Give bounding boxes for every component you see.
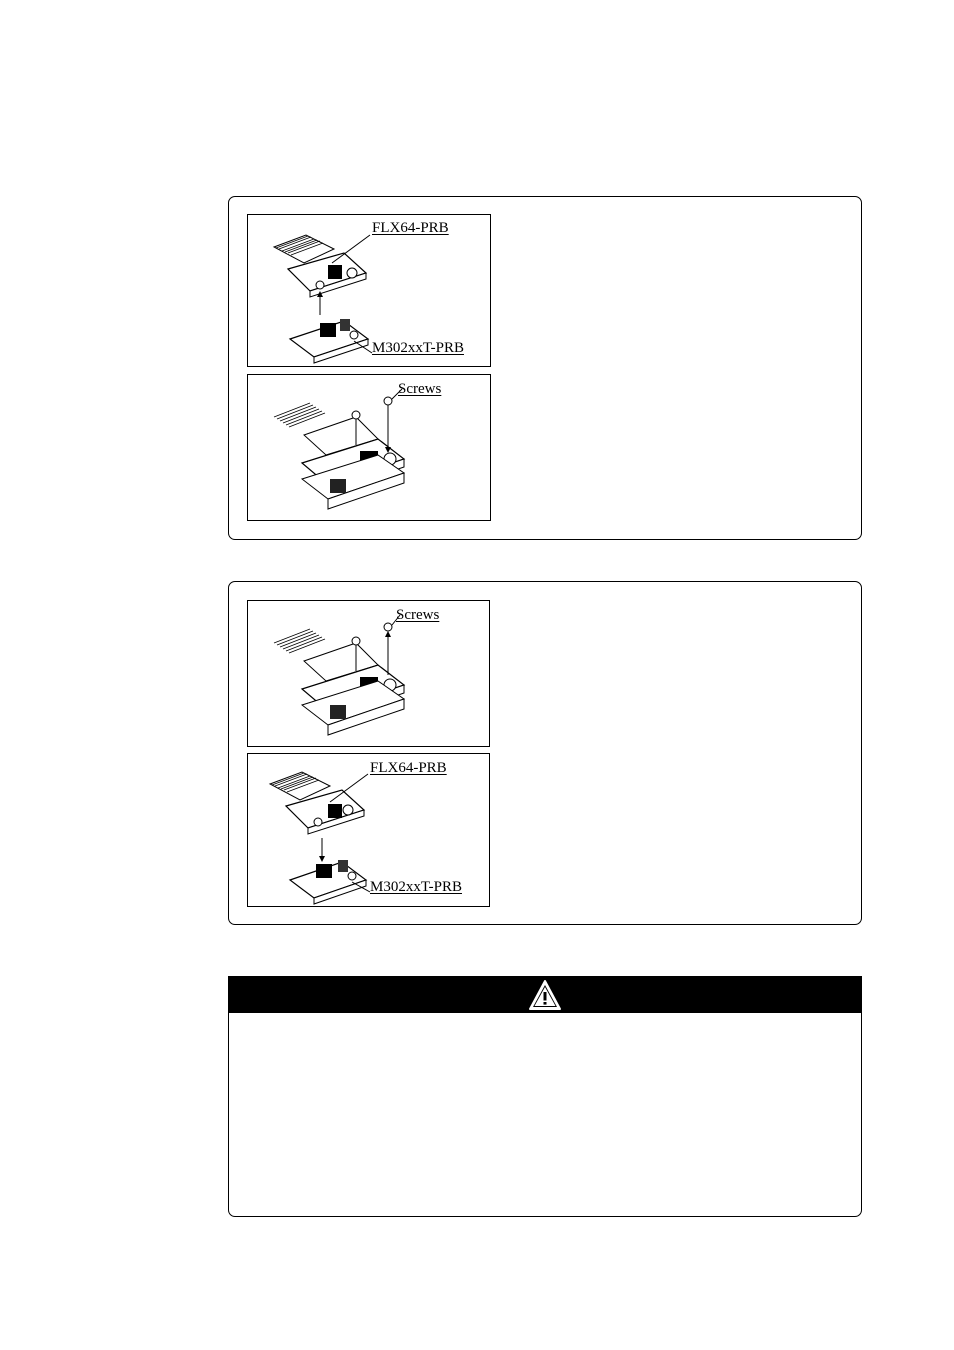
detach-figure-separate [247,753,490,907]
caution-header [228,976,862,1013]
attach-figure-separate [247,214,491,367]
flx64-prb-label: FLX64-PRB [372,220,449,236]
m302xxt-prb-label: M302xxT-PRB [372,340,464,356]
screws-label: Screws [398,381,442,397]
detach-figure-assembled [247,600,490,747]
attach-procedure-box [228,196,862,540]
board-assembled-illustration [248,601,491,748]
board-assembled-illustration [248,375,492,522]
screws-label: Screws [396,607,440,623]
m302xxt-prb-label: M302xxT-PRB [370,879,462,895]
flx64-prb-label: FLX64-PRB [370,760,447,776]
attach-figure-assembled [247,374,491,521]
detach-procedure-box [228,581,862,925]
warning-triangle-icon [527,978,563,1012]
caution-box [228,976,862,1217]
